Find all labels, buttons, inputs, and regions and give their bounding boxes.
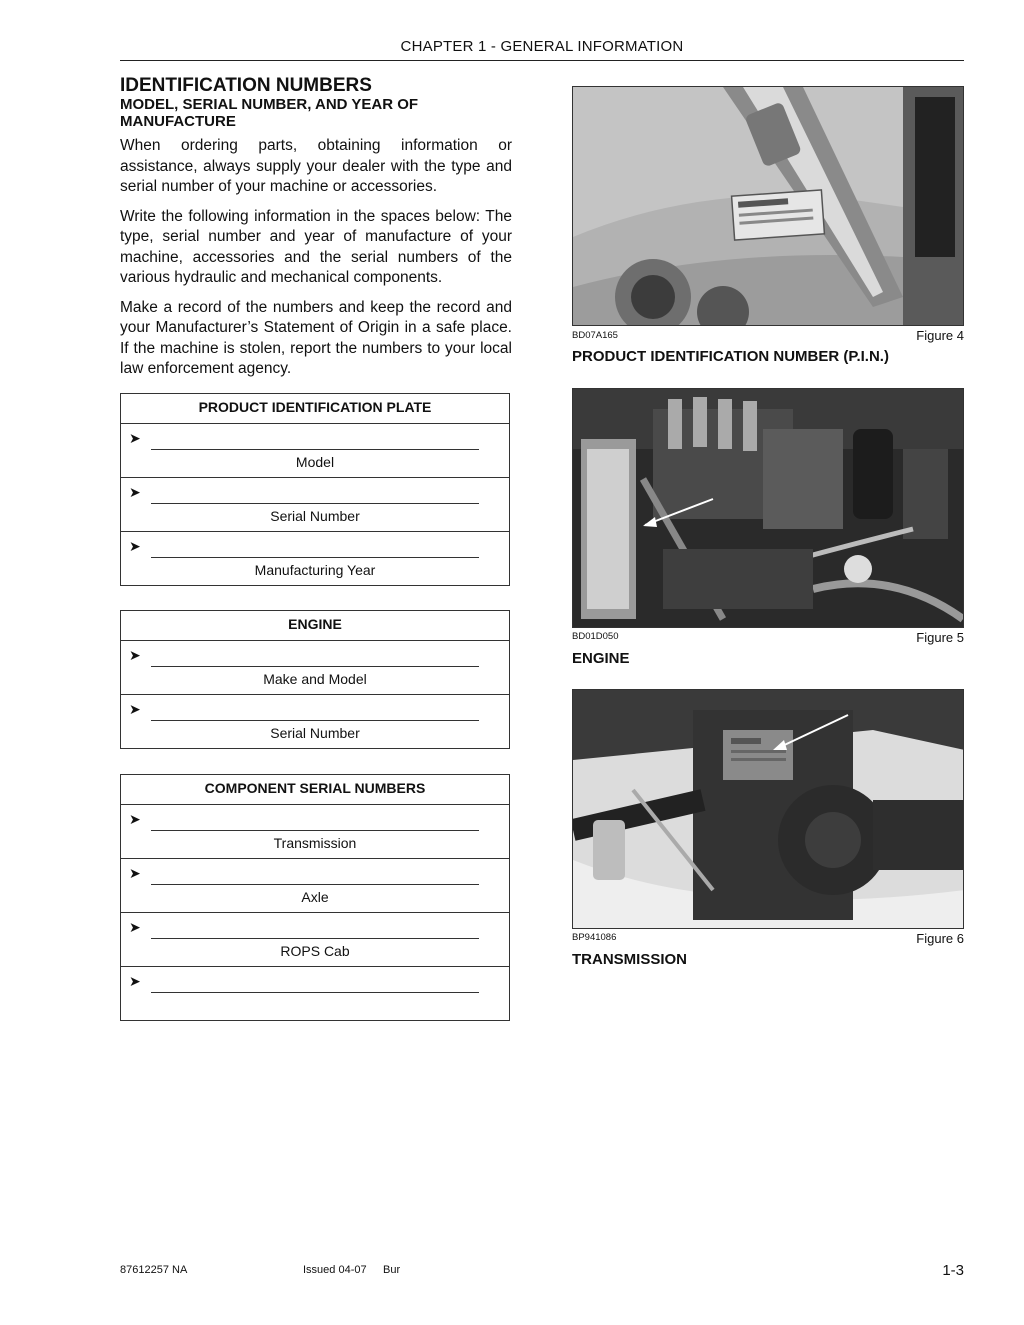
entry-line[interactable] — [151, 992, 479, 993]
form-row[interactable] — [121, 532, 509, 585]
paragraph: Make a record of the numbers and keep the record and your Manufacturer’s Statement of Origin in a safe place. If the machine is stolen, report the numbers to your local law enforcement agency. — [120, 298, 512, 377]
form-row[interactable] — [121, 805, 509, 859]
engine-form — [120, 610, 510, 749]
field-label: Serial Number — [270, 508, 360, 524]
section-title: IDENTIFICATION NUMBERS — [120, 75, 372, 96]
arrow-icon: ➤ — [129, 701, 141, 717]
entry-line[interactable] — [151, 449, 479, 450]
entry-line[interactable] — [151, 557, 479, 558]
entry-line[interactable] — [151, 938, 479, 939]
product-plate-form — [120, 393, 510, 586]
left-column — [120, 72, 512, 389]
issue-location: Bur — [383, 1264, 401, 1276]
engine-photo-illustration — [573, 389, 964, 628]
entry-line[interactable] — [151, 666, 479, 667]
pin-plate-photo-illustration — [573, 87, 964, 326]
form-row[interactable] — [121, 695, 509, 748]
form-title: COMPONENT SERIAL NUMBERS — [121, 775, 509, 805]
figure-code: BD07A165 — [572, 330, 618, 341]
issued-date: Issued 04-07 — [303, 1264, 367, 1276]
field-label: Model — [295, 454, 335, 470]
arrow-icon: ➤ — [129, 919, 141, 935]
paragraph: Write the following information in the spaces below: The type, serial number and year of manufacture of your machine, accessories and the serial numbers of the various hydraulic and mechanical components. — [120, 207, 512, 286]
entry-line[interactable] — [151, 884, 479, 885]
entry-line[interactable] — [151, 720, 479, 721]
field-label: Make and Model — [263, 671, 367, 687]
field-label: ROPS Cab — [280, 943, 350, 959]
field-label: Transmission — [273, 835, 357, 851]
figure-code: BD01D050 — [572, 631, 619, 642]
form-row[interactable] — [121, 967, 509, 1020]
form-row[interactable] — [121, 859, 509, 913]
form-title: ENGINE — [121, 611, 509, 641]
figure-label: Figure 5 — [916, 630, 964, 645]
arrow-icon: ➤ — [129, 865, 141, 881]
arrow-icon: ➤ — [129, 538, 141, 554]
engine-photo — [572, 388, 964, 628]
entry-line[interactable] — [151, 830, 479, 831]
form-row[interactable] — [121, 641, 509, 695]
arrow-icon: ➤ — [129, 484, 141, 500]
form-row[interactable] — [121, 913, 509, 967]
page-number: 1-3 — [942, 1262, 964, 1279]
pin-plate-photo — [572, 86, 964, 326]
form-row[interactable] — [121, 424, 509, 478]
arrow-icon: ➤ — [129, 973, 141, 989]
arrow-icon: ➤ — [129, 430, 141, 446]
transmission-photo — [572, 689, 964, 929]
component-form — [120, 774, 510, 1021]
photo-title: TRANSMISSION — [572, 951, 688, 968]
arrow-icon: ➤ — [129, 811, 141, 827]
paragraph: When ordering parts, obtaining information or assistance, always supply your dealer with the type and serial number of your machine or accessories. — [120, 137, 512, 195]
figure-label: Figure 4 — [916, 328, 964, 343]
field-label: Manufacturing Year — [254, 562, 376, 578]
field-label: Axle — [301, 889, 329, 905]
figure-code: BP941086 — [572, 932, 617, 943]
arrow-icon: ➤ — [129, 647, 141, 663]
entry-line[interactable] — [151, 503, 479, 504]
field-label: Serial Number — [270, 725, 360, 741]
section-subtitle: MODEL, SERIAL NUMBER, AND YEAR OF MANUFACTURE — [120, 96, 419, 130]
photo-title: PRODUCT IDENTIFICATION NUMBER (P.I.N.) — [572, 348, 889, 365]
form-title: PRODUCT IDENTIFICATION PLATE — [121, 394, 509, 424]
photo-title: ENGINE — [572, 650, 630, 667]
form-row[interactable] — [121, 478, 509, 532]
doc-number: 87612257 NA — [120, 1264, 188, 1276]
figure-label: Figure 6 — [916, 931, 964, 946]
chapter-header: CHAPTER 1 - GENERAL INFORMATION — [120, 38, 964, 61]
transmission-photo-illustration — [573, 690, 964, 929]
